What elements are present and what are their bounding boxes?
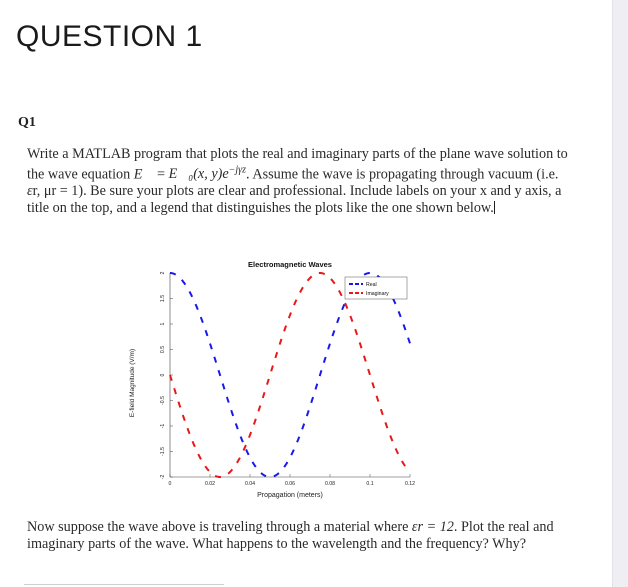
y-tick-label: -2: [160, 474, 166, 480]
x-tick-label: 0.06: [284, 481, 296, 487]
x-tick-label: 0: [168, 481, 172, 487]
question-text: [27, 146, 572, 216]
equation-equals: =: [153, 166, 169, 183]
chart-title: Electromagnetic Waves: [248, 260, 332, 269]
y-tick-label: 0.5: [160, 345, 166, 354]
x-tick-label: 0.1: [366, 481, 374, 487]
y-tick-label: -1: [160, 423, 166, 429]
legend-entry: Real: [366, 282, 377, 288]
chart-ylabel: E-field Magnitude (V/m): [129, 348, 136, 418]
equation-exponent: −jγz: [228, 164, 247, 176]
equation-rhs: E⃗₀(x, y)e: [168, 166, 229, 183]
divider: [24, 584, 224, 585]
x-tick-label: 0.08: [324, 481, 336, 487]
legend-entry: Imaginary: [366, 291, 389, 297]
y-tick-label: 1: [160, 322, 166, 326]
side-panel-edge: [612, 0, 628, 587]
question-text-part: r, μr = 1). Be sure your plots are clear and professional. Include labels on your x and y axis, a title on the top, and a legend that distinguishes the plots like the one shown below.: [27, 182, 562, 216]
equation-lhs: E⃗: [133, 166, 154, 183]
question-id: Q1: [18, 115, 36, 130]
section-heading: QUESTION 1: [16, 20, 203, 53]
followup-question: [27, 519, 587, 553]
x-tick-label: 0.04: [244, 481, 256, 487]
y-tick-label: 1.5: [160, 294, 166, 303]
question-text-part: . Assume the wave is propagating through vacuum (i.e.: [246, 166, 559, 183]
y-tick-label: 2: [160, 271, 166, 275]
text-cursor: [494, 201, 495, 214]
x-tick-label: 0.12: [404, 481, 416, 487]
followup-text-part: . Plot the real and imaginary parts of the wave. What happens to the wavelength and the frequency? Why?: [27, 519, 554, 552]
plot-area: [170, 273, 410, 477]
question-text-part: Write a MATLAB program that plots the real and imaginary parts of the plane wave solution to the wave equation: [27, 146, 568, 183]
chart: [120, 255, 440, 505]
chart-xlabel: Propagation (meters): [257, 492, 323, 499]
x-tick-label: 0.02: [204, 481, 216, 487]
followup-equation: εr = 12: [411, 519, 454, 535]
chart-axes: [170, 273, 410, 477]
epsilon-symbol: ε: [27, 182, 33, 199]
y-tick-label: -1.5: [160, 447, 166, 456]
y-tick-label: -0.5: [160, 396, 166, 405]
chart-legend: [345, 277, 407, 299]
followup-text-part: Now suppose the wave above is traveling through a material where: [27, 519, 412, 535]
y-tick-label: 0: [160, 373, 166, 377]
